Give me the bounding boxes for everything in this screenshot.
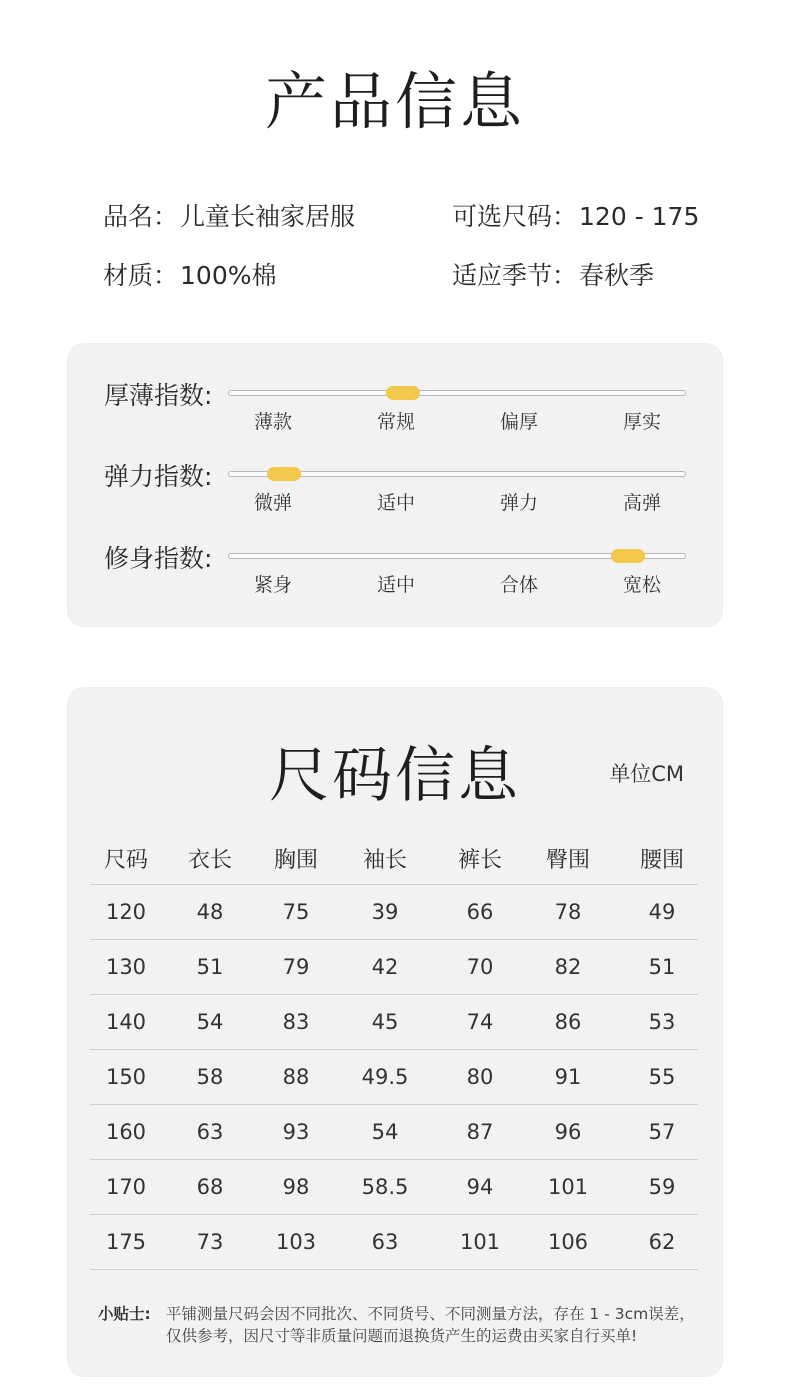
table-cell: 75 <box>282 900 310 924</box>
unit-label: 单位CM <box>609 762 684 786</box>
table-cell: 80 <box>466 1065 494 1089</box>
table-cell: 130 <box>105 955 147 979</box>
fit-index-tick: 宽松 <box>622 574 662 596</box>
material <box>103 256 277 292</box>
table-cell: 93 <box>282 1120 310 1144</box>
table-cell: 48 <box>196 900 224 924</box>
elasticity-index-tick: 适中 <box>376 492 416 514</box>
elasticity-index-tick: 微弹 <box>253 492 293 514</box>
table-row <box>90 1215 698 1270</box>
product-name-label: 品名： <box>103 202 179 231</box>
table-cell: 53 <box>648 1010 676 1034</box>
thickness-index-tick: 偏厚 <box>499 411 539 433</box>
table-row <box>90 1105 698 1160</box>
table-cell: 66 <box>466 900 494 924</box>
table-cell: 49.5 <box>361 1065 409 1089</box>
table-cell: 88 <box>282 1065 310 1089</box>
table-header-cell: 尺码 <box>103 848 148 873</box>
material-value: 100%棉 <box>180 261 277 290</box>
table-cell: 74 <box>466 1010 494 1034</box>
table-cell: 101 <box>459 1230 501 1254</box>
elasticity-index-label: 弹力指数: <box>104 462 213 491</box>
table-row <box>90 940 698 995</box>
table-cell: 39 <box>371 900 399 924</box>
table-cell: 106 <box>547 1230 589 1254</box>
table-cell: 58 <box>196 1065 224 1089</box>
available-sizes <box>452 197 699 233</box>
season <box>452 256 654 292</box>
size-card <box>68 688 722 1376</box>
tip-text: 平铺测量尺码会因不同批次、不同货号、不同测量方法，存在 1 - 3cm误差，仅供参考，因尺寸等非质量问题而退换货产生的运费由买家自行买单! <box>166 1305 695 1345</box>
thickness-index-tick: 常规 <box>376 411 416 433</box>
table-cell: 160 <box>105 1120 147 1144</box>
table-cell: 79 <box>282 955 310 979</box>
table-header-cell: 胸围 <box>273 848 318 873</box>
table-cell: 57 <box>648 1120 676 1144</box>
table-cell: 51 <box>196 955 224 979</box>
table-cell: 170 <box>105 1175 147 1199</box>
thickness-index-label: 厚薄指数: <box>104 381 213 410</box>
thickness-index-tick: 厚实 <box>622 411 662 433</box>
table-row <box>90 1050 698 1105</box>
elasticity-index-tick: 高弹 <box>622 492 662 514</box>
fit-index-track <box>228 553 686 559</box>
index-card <box>68 344 722 626</box>
table-cell: 98 <box>282 1175 310 1199</box>
size-table <box>90 833 698 1270</box>
table-cell: 175 <box>105 1230 147 1254</box>
table-row <box>90 885 698 940</box>
table-cell: 87 <box>466 1120 494 1144</box>
table-cell: 150 <box>105 1065 147 1089</box>
tip <box>98 1303 698 1347</box>
fit-index-tick: 合体 <box>499 574 539 596</box>
table-cell: 42 <box>371 955 399 979</box>
table-cell: 45 <box>371 1010 399 1034</box>
available-sizes-value: 120 - 175 <box>579 202 700 231</box>
table-cell: 51 <box>648 955 676 979</box>
table-row <box>90 995 698 1050</box>
table-cell: 96 <box>554 1120 582 1144</box>
table-cell: 55 <box>648 1065 676 1089</box>
table-cell: 140 <box>105 1010 147 1034</box>
table-cell: 82 <box>554 955 582 979</box>
tip-label: 小贴士: <box>98 1305 151 1323</box>
table-header-cell: 臀围 <box>545 848 590 873</box>
fit-index-label: 修身指数: <box>104 544 213 573</box>
product-name-value: 儿童长袖家居服 <box>180 202 356 231</box>
thickness-index-marker <box>386 386 420 400</box>
table-cell: 73 <box>196 1230 224 1254</box>
table-header-cell: 腰围 <box>639 848 684 873</box>
table-cell: 78 <box>554 900 582 924</box>
table-cell: 103 <box>275 1230 317 1254</box>
table-cell: 63 <box>371 1230 399 1254</box>
table-cell: 59 <box>648 1175 676 1199</box>
table-cell: 91 <box>554 1065 582 1089</box>
table-cell: 94 <box>466 1175 494 1199</box>
table-header-row <box>90 833 698 885</box>
table-cell: 70 <box>466 955 494 979</box>
table-header-cell: 衣长 <box>187 848 232 873</box>
table-cell: 62 <box>648 1230 676 1254</box>
size-section-title: 尺码信息 <box>269 741 521 811</box>
table-cell: 54 <box>196 1010 224 1034</box>
table-cell: 83 <box>282 1010 310 1034</box>
table-cell: 58.5 <box>361 1175 409 1199</box>
table-cell: 68 <box>196 1175 224 1199</box>
table-row <box>90 1160 698 1215</box>
table-header-cell: 裤长 <box>457 848 502 873</box>
thickness-index-track <box>228 390 686 396</box>
available-sizes-label: 可选尺码： <box>452 202 578 231</box>
table-cell: 63 <box>196 1120 224 1144</box>
fit-index-tick: 紧身 <box>253 574 293 596</box>
table-cell: 49 <box>648 900 676 924</box>
page-title: 产品信息 <box>264 65 525 138</box>
elasticity-index-marker <box>267 467 301 481</box>
thickness-index-tick: 薄款 <box>253 411 293 433</box>
elasticity-index-track <box>228 471 686 477</box>
fit-index-tick: 适中 <box>376 574 416 596</box>
material-label: 材质： <box>103 261 179 290</box>
table-cell: 120 <box>105 900 147 924</box>
elasticity-index-tick: 弹力 <box>499 492 539 514</box>
table-cell: 101 <box>547 1175 589 1199</box>
table-cell: 54 <box>371 1120 399 1144</box>
table-header-cell: 袖长 <box>362 848 407 873</box>
table-cell: 86 <box>554 1010 582 1034</box>
season-value: 春秋季 <box>579 261 655 290</box>
fit-index-marker <box>611 549 645 563</box>
product-name <box>103 197 355 233</box>
season-label: 适应季节： <box>452 261 578 290</box>
